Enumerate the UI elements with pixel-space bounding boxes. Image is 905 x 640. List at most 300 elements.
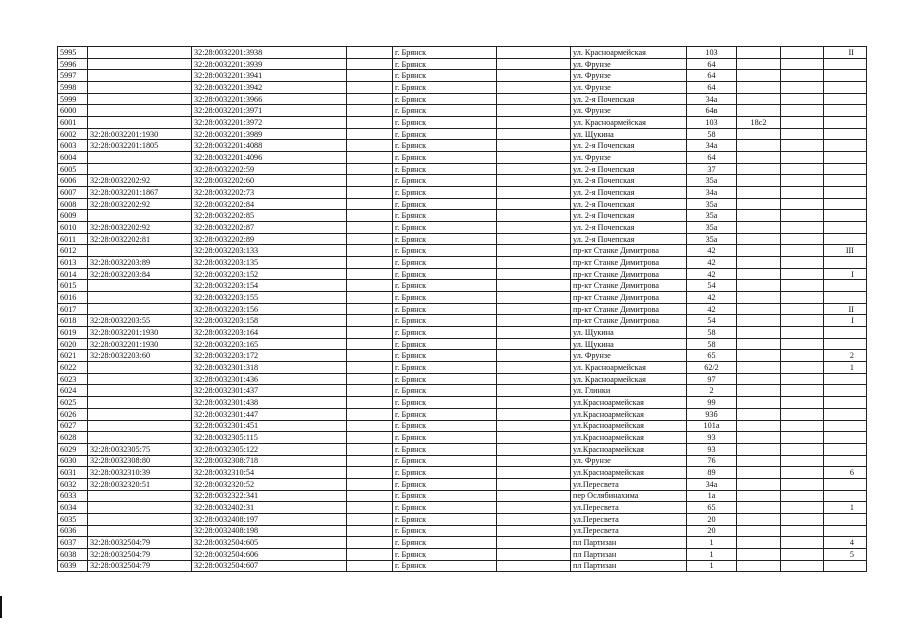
city: г. Брянск <box>393 268 497 280</box>
row-number: 6028 <box>58 432 88 444</box>
house-number: 64 <box>687 82 737 94</box>
empty-cell <box>347 198 393 210</box>
cadastral-number: 32:28:0032504:607 <box>192 560 347 572</box>
row-number: 6016 <box>58 292 88 304</box>
city: г. Брянск <box>393 513 497 525</box>
table-row <box>58 443 867 455</box>
empty-cell <box>347 397 393 409</box>
city: г. Брянск <box>393 152 497 164</box>
row-number: 6004 <box>58 152 88 164</box>
house-number: 35а <box>687 210 737 222</box>
parent-cadastral-number: 32:28:0032310:39 <box>88 467 192 479</box>
empty-cell <box>347 443 393 455</box>
empty-cell <box>347 338 393 350</box>
row-number: 6010 <box>58 222 88 234</box>
cadastral-number: 32:28:0032202:87 <box>192 222 347 234</box>
row-number: 6038 <box>58 548 88 560</box>
parent-cadastral-number <box>88 502 192 514</box>
room-number: 5 <box>824 548 867 560</box>
empty-cell <box>497 210 571 222</box>
row-number: 6003 <box>58 140 88 152</box>
empty-cell <box>497 140 571 152</box>
empty-cell <box>347 245 393 257</box>
empty-cell <box>347 233 393 245</box>
street: пр-кт Станке Димитрова <box>571 280 687 292</box>
table-row <box>58 420 867 432</box>
house-number: 58 <box>687 338 737 350</box>
cadastral-number: 32:28:0032203:156 <box>192 303 347 315</box>
city: г. Брянск <box>393 478 497 490</box>
row-number: 5999 <box>58 93 88 105</box>
empty-cell <box>347 560 393 572</box>
parent-cadastral-number: 32:28:0032504:79 <box>88 560 192 572</box>
building-extra <box>737 537 781 549</box>
building-extra <box>737 420 781 432</box>
table-row <box>58 257 867 269</box>
empty-cell <box>781 175 824 187</box>
parent-cadastral-number: 32:28:0032504:79 <box>88 537 192 549</box>
room-number <box>824 490 867 502</box>
city: г. Брянск <box>393 373 497 385</box>
cadastral-number: 32:28:0032203:165 <box>192 338 347 350</box>
row-number: 6014 <box>58 268 88 280</box>
house-number: 65 <box>687 502 737 514</box>
city: г. Брянск <box>393 397 497 409</box>
empty-cell <box>781 58 824 70</box>
empty-cell <box>781 455 824 467</box>
parent-cadastral-number <box>88 58 192 70</box>
room-number <box>824 222 867 234</box>
empty-cell <box>497 58 571 70</box>
house-number: 42 <box>687 268 737 280</box>
empty-cell <box>781 478 824 490</box>
empty-cell <box>781 245 824 257</box>
empty-cell <box>781 210 824 222</box>
empty-cell <box>347 502 393 514</box>
table-row <box>58 140 867 152</box>
table-row <box>58 373 867 385</box>
cadastral-number: 32:28:0032322:341 <box>192 490 347 502</box>
street: ул.Красноармейская <box>571 420 687 432</box>
row-number: 6012 <box>58 245 88 257</box>
street: пер Ослябинахима <box>571 490 687 502</box>
empty-cell <box>347 163 393 175</box>
empty-cell <box>781 502 824 514</box>
empty-cell <box>347 82 393 94</box>
parent-cadastral-number: 32:28:0032308:80 <box>88 455 192 467</box>
table-row <box>58 385 867 397</box>
cadastral-number: 32:28:0032408:197 <box>192 513 347 525</box>
row-number: 6013 <box>58 257 88 269</box>
house-number: 35а <box>687 233 737 245</box>
empty-cell <box>497 467 571 479</box>
street: ул. Красноармейская <box>571 117 687 129</box>
street: пр-кт Станке Димитрова <box>571 245 687 257</box>
room-number: I <box>824 315 867 327</box>
room-number <box>824 210 867 222</box>
empty-cell <box>497 175 571 187</box>
street: пр-кт Станке Димитрова <box>571 303 687 315</box>
building-extra <box>737 93 781 105</box>
row-number: 6037 <box>58 537 88 549</box>
row-number: 6029 <box>58 443 88 455</box>
house-number: 2 <box>687 385 737 397</box>
house-number: 64 <box>687 152 737 164</box>
house-number: 58 <box>687 128 737 140</box>
city: г. Брянск <box>393 420 497 432</box>
empty-cell <box>347 152 393 164</box>
empty-cell <box>497 198 571 210</box>
table-row <box>58 338 867 350</box>
row-number: 6036 <box>58 525 88 537</box>
building-extra <box>737 362 781 374</box>
building-extra <box>737 280 781 292</box>
city: г. Брянск <box>393 432 497 444</box>
empty-cell <box>781 548 824 560</box>
empty-cell <box>497 315 571 327</box>
row-number: 6006 <box>58 175 88 187</box>
empty-cell <box>347 467 393 479</box>
empty-cell <box>781 373 824 385</box>
empty-cell <box>781 338 824 350</box>
empty-cell <box>781 152 824 164</box>
building-extra <box>737 163 781 175</box>
parent-cadastral-number <box>88 70 192 82</box>
empty-cell <box>497 560 571 572</box>
empty-cell <box>781 93 824 105</box>
cadastral-number: 32:28:0032504:605 <box>192 537 347 549</box>
building-extra <box>737 222 781 234</box>
table-row <box>58 105 867 117</box>
building-extra <box>737 47 781 59</box>
city: г. Брянск <box>393 548 497 560</box>
building-extra <box>737 105 781 117</box>
table-row <box>58 292 867 304</box>
room-number <box>824 385 867 397</box>
empty-cell <box>781 490 824 502</box>
empty-cell <box>497 385 571 397</box>
cadastral-number: 32:28:0032203:135 <box>192 257 347 269</box>
row-number: 6019 <box>58 327 88 339</box>
house-number: 64в <box>687 105 737 117</box>
city: г. Брянск <box>393 187 497 199</box>
city: г. Брянск <box>393 257 497 269</box>
house-number: 20 <box>687 525 737 537</box>
empty-cell <box>497 455 571 467</box>
parent-cadastral-number: 32:28:0032201:1930 <box>88 338 192 350</box>
empty-cell <box>497 502 571 514</box>
room-number <box>824 513 867 525</box>
empty-cell <box>497 303 571 315</box>
building-extra <box>737 490 781 502</box>
empty-cell <box>781 128 824 140</box>
table-row <box>58 537 867 549</box>
house-number: 93 <box>687 443 737 455</box>
empty-cell <box>347 478 393 490</box>
city: г. Брянск <box>393 140 497 152</box>
city: г. Брянск <box>393 502 497 514</box>
city: г. Брянск <box>393 292 497 304</box>
empty-cell <box>347 490 393 502</box>
building-extra <box>737 257 781 269</box>
cadastral-number: 32:28:0032308:718 <box>192 455 347 467</box>
city: г. Брянск <box>393 82 497 94</box>
table-row <box>58 478 867 490</box>
empty-cell <box>497 327 571 339</box>
city: г. Брянск <box>393 560 497 572</box>
parent-cadastral-number <box>88 513 192 525</box>
house-number: 103 <box>687 47 737 59</box>
parent-cadastral-number: 32:28:0032203:55 <box>88 315 192 327</box>
empty-cell <box>781 117 824 129</box>
room-number <box>824 257 867 269</box>
house-number: 37 <box>687 163 737 175</box>
street: ул.Пересвета <box>571 513 687 525</box>
table-row <box>58 198 867 210</box>
cadastral-number: 32:28:0032305:115 <box>192 432 347 444</box>
street: ул. 2-я Почепская <box>571 140 687 152</box>
parent-cadastral-number <box>88 385 192 397</box>
cadastral-number: 32:28:0032201:3966 <box>192 93 347 105</box>
city: г. Брянск <box>393 47 497 59</box>
street: ул.Красноармейская <box>571 432 687 444</box>
city: г. Брянск <box>393 327 497 339</box>
empty-cell <box>347 525 393 537</box>
city: г. Брянск <box>393 210 497 222</box>
table-row <box>58 222 867 234</box>
house-number: 64 <box>687 70 737 82</box>
empty-cell <box>347 222 393 234</box>
empty-cell <box>497 245 571 257</box>
empty-cell <box>347 373 393 385</box>
empty-cell <box>781 268 824 280</box>
cadastral-table <box>57 46 867 572</box>
empty-cell <box>497 408 571 420</box>
city: г. Брянск <box>393 117 497 129</box>
empty-cell <box>781 233 824 245</box>
street: пр-кт Станке Димитрова <box>571 315 687 327</box>
empty-cell <box>781 303 824 315</box>
parent-cadastral-number <box>88 93 192 105</box>
room-number <box>824 455 867 467</box>
row-number: 5995 <box>58 47 88 59</box>
parent-cadastral-number: 32:28:0032201:1930 <box>88 327 192 339</box>
empty-cell <box>497 222 571 234</box>
room-number <box>824 432 867 444</box>
street: ул.Красноармейская <box>571 397 687 409</box>
empty-cell <box>781 408 824 420</box>
empty-cell <box>347 315 393 327</box>
building-extra <box>737 455 781 467</box>
empty-cell <box>497 233 571 245</box>
house-number: 93 <box>687 432 737 444</box>
house-number: 58 <box>687 327 737 339</box>
empty-cell <box>497 163 571 175</box>
empty-cell <box>781 362 824 374</box>
city: г. Брянск <box>393 525 497 537</box>
empty-cell <box>497 47 571 59</box>
parent-cadastral-number: 32:28:0032202:92 <box>88 198 192 210</box>
empty-cell <box>781 105 824 117</box>
house-number: 65 <box>687 350 737 362</box>
house-number: 89 <box>687 467 737 479</box>
empty-cell <box>781 163 824 175</box>
parent-cadastral-number <box>88 82 192 94</box>
empty-cell <box>497 292 571 304</box>
cadastral-number: 32:28:0032301:318 <box>192 362 347 374</box>
city: г. Брянск <box>393 490 497 502</box>
house-number: 54 <box>687 280 737 292</box>
cadastral-number: 32:28:0032201:4096 <box>192 152 347 164</box>
house-number: 34а <box>687 140 737 152</box>
row-number: 5996 <box>58 58 88 70</box>
empty-cell <box>497 338 571 350</box>
building-extra <box>737 315 781 327</box>
cadastral-number: 32:28:0032310:54 <box>192 467 347 479</box>
empty-cell <box>497 152 571 164</box>
room-number <box>824 187 867 199</box>
parent-cadastral-number: 32:28:0032202:92 <box>88 222 192 234</box>
parent-cadastral-number <box>88 163 192 175</box>
row-number: 6022 <box>58 362 88 374</box>
house-number: 35а <box>687 222 737 234</box>
cadastral-number: 32:28:0032203:158 <box>192 315 347 327</box>
table-row <box>58 455 867 467</box>
table-row <box>58 327 867 339</box>
house-number: 103 <box>687 117 737 129</box>
room-number <box>824 175 867 187</box>
street: ул. 2-я Почепская <box>571 233 687 245</box>
empty-cell <box>347 257 393 269</box>
row-number: 6007 <box>58 187 88 199</box>
empty-cell <box>781 397 824 409</box>
row-number: 6030 <box>58 455 88 467</box>
parent-cadastral-number <box>88 117 192 129</box>
house-number: 101а <box>687 420 737 432</box>
table-row <box>58 560 867 572</box>
street: ул. Фрунзе <box>571 82 687 94</box>
table-row <box>58 432 867 444</box>
room-number <box>824 105 867 117</box>
row-number: 5998 <box>58 82 88 94</box>
empty-cell <box>497 70 571 82</box>
room-number: 4 <box>824 537 867 549</box>
building-extra: 18с2 <box>737 117 781 129</box>
cadastral-number: 32:28:0032202:84 <box>192 198 347 210</box>
house-number: 1а <box>687 490 737 502</box>
table-row <box>58 70 867 82</box>
row-number: 6023 <box>58 373 88 385</box>
row-number: 6034 <box>58 502 88 514</box>
house-number: 99 <box>687 397 737 409</box>
street: ул. 2-я Почепская <box>571 198 687 210</box>
table-row <box>58 163 867 175</box>
cadastral-number: 32:28:0032202:89 <box>192 233 347 245</box>
empty-cell <box>781 432 824 444</box>
cadastral-number: 32:28:0032203:154 <box>192 280 347 292</box>
empty-cell <box>497 128 571 140</box>
building-extra <box>737 478 781 490</box>
building-extra <box>737 432 781 444</box>
room-number: 6 <box>824 467 867 479</box>
city: г. Брянск <box>393 280 497 292</box>
empty-cell <box>781 385 824 397</box>
parent-cadastral-number <box>88 292 192 304</box>
city: г. Брянск <box>393 362 497 374</box>
empty-cell <box>781 350 824 362</box>
cadastral-number: 32:28:0032301:447 <box>192 408 347 420</box>
empty-cell <box>781 327 824 339</box>
street: ул. Щукина <box>571 128 687 140</box>
empty-cell <box>347 548 393 560</box>
empty-cell <box>347 58 393 70</box>
house-number: 1 <box>687 560 737 572</box>
empty-cell <box>497 105 571 117</box>
cadastral-number: 32:28:0032203:155 <box>192 292 347 304</box>
room-number <box>824 408 867 420</box>
city: г. Брянск <box>393 163 497 175</box>
empty-cell <box>497 280 571 292</box>
building-extra <box>737 198 781 210</box>
street: ул. Красноармейская <box>571 362 687 374</box>
row-number: 6021 <box>58 350 88 362</box>
street: ул. 2-я Почепская <box>571 163 687 175</box>
empty-cell <box>347 513 393 525</box>
empty-cell <box>781 525 824 537</box>
room-number <box>824 198 867 210</box>
table-row <box>58 47 867 59</box>
empty-cell <box>781 280 824 292</box>
table-row <box>58 408 867 420</box>
parent-cadastral-number <box>88 152 192 164</box>
house-number: 1 <box>687 537 737 549</box>
row-number: 6025 <box>58 397 88 409</box>
street: ул. Красноармейская <box>571 373 687 385</box>
house-number: 35а <box>687 175 737 187</box>
room-number <box>824 233 867 245</box>
empty-cell <box>347 303 393 315</box>
street: ул. 2-я Почепская <box>571 175 687 187</box>
row-number: 6011 <box>58 233 88 245</box>
building-extra <box>737 210 781 222</box>
room-number <box>824 152 867 164</box>
parent-cadastral-number <box>88 210 192 222</box>
room-number <box>824 443 867 455</box>
street: пр-кт Станке Димитрова <box>571 268 687 280</box>
cadastral-number: 32:28:0032504:606 <box>192 548 347 560</box>
empty-cell <box>497 93 571 105</box>
table-row <box>58 245 867 257</box>
parent-cadastral-number <box>88 303 192 315</box>
room-number: I <box>824 268 867 280</box>
city: г. Брянск <box>393 455 497 467</box>
empty-cell <box>781 560 824 572</box>
house-number: 54 <box>687 315 737 327</box>
house-number: 93б <box>687 408 737 420</box>
parent-cadastral-number <box>88 280 192 292</box>
room-number: 1 <box>824 362 867 374</box>
parent-cadastral-number: 32:28:0032202:92 <box>88 175 192 187</box>
city: г. Брянск <box>393 175 497 187</box>
row-number: 6018 <box>58 315 88 327</box>
cadastral-number: 32:28:0032203:172 <box>192 350 347 362</box>
cadastral-number: 32:28:0032201:4088 <box>192 140 347 152</box>
row-number: 6024 <box>58 385 88 397</box>
city: г. Брянск <box>393 93 497 105</box>
empty-cell <box>497 350 571 362</box>
street: ул. Фрунзе <box>571 70 687 82</box>
parent-cadastral-number: 32:28:0032203:84 <box>88 268 192 280</box>
